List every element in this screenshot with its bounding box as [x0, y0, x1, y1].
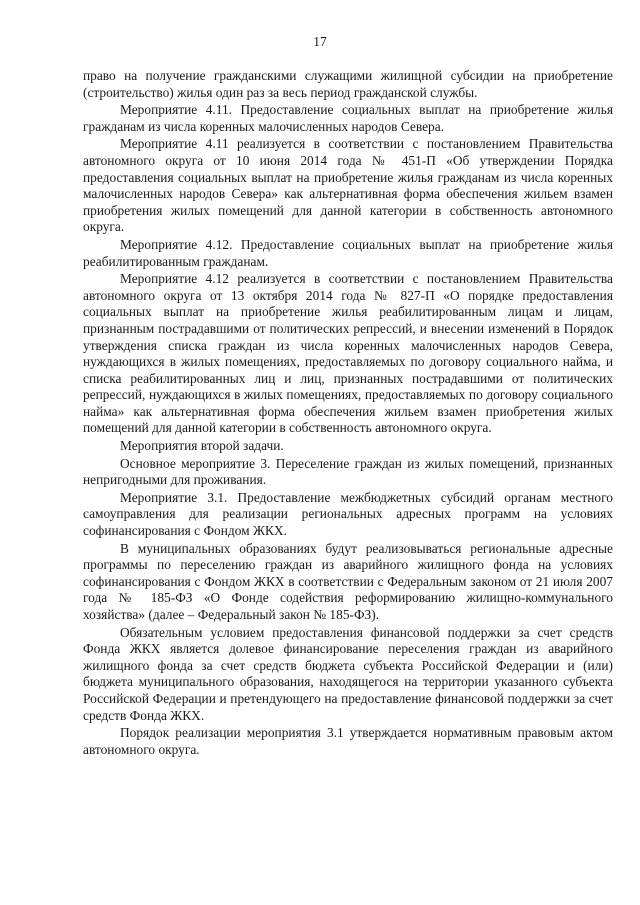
page-number: 17 — [313, 34, 327, 49]
paragraph: право на получение гражданскими служащими жилищной субсидии на приобретение (строительство) жилья один раз за весь период гражданской службы. — [83, 68, 613, 100]
paragraph: Мероприятие 4.11. Предоставление социальных выплат на приобретение жилья гражданам из числа коренных малочисленных народов Севера. — [83, 102, 613, 134]
paragraph: В муниципальных образованиях будут реализовываться региональные адресные программы по переселению граждан из аварийного жилищного фонда на условиях софинансирования с Фондом ЖКХ в соответствии с Федеральным законом от 21 июля 2007 года № 185-ФЗ «О Фонде содействия реформированию жилищно-коммунального хозяйства» (далее – Федеральный закон № 185-ФЗ). — [83, 540, 613, 622]
body-text — [83, 68, 613, 758]
paragraph: Основное мероприятие 3. Переселение граждан из жилых помещений, признанных непригодными для проживания. — [83, 455, 613, 488]
paragraph: Мероприятие 4.11 реализуется в соответствии с постановлением Правительства автономного округа от 10 июня 2014 года № 451-П «Об утверждении Порядка предоставления социальных выплат на приобретение жилья гражданам из числа коренных малочисленных народов Севера» как альтернативная форма обеспечения жильем взамен приобретения жилых помещений для данной категории в собственность автономного округа. — [83, 136, 613, 235]
paragraph: Мероприятие 4.12. Предоставление социальных выплат на приобретение жилья реабилитированным гражданам. — [83, 236, 613, 269]
paragraph: Мероприятия второй задачи. — [120, 438, 284, 454]
paragraph: Порядок реализации мероприятия 3.1 утверждается нормативным правовым актом автономного округа. — [83, 725, 613, 757]
paragraph: Мероприятие 3.1. Предоставление межбюджетных субсидий органам местного самоуправления для реализации региональных адресных программ на условиях софинансирования с Фондом ЖКХ. — [83, 489, 613, 539]
paragraph: Обязательным условием предоставления финансовой поддержки за счет средств Фонда ЖКХ является долевое финансирование переселения граждан из аварийного жилищного фонда за счет средств бюджета субъекта Российской Федерации и (или) бюджета муниципального образования, находящегося на территории указанного субъекта Российской Федерации и претендующего на предоставление финансовой поддержки за счет средств Фонда ЖКХ. — [83, 624, 613, 723]
paragraph: Мероприятие 4.12 реализуется в соответствии с постановлением Правительства автономного округа от 13 октября 2014 года № 827-П «О порядке предоставления социальных выплат на приобретение жилья реабилитированным лицам и лицам, признанным пострадавшими от политических репрессий, и внесении изменений в Порядок утверждения списка граждан из числа коренных малочисленных народов Севера, нуждающихся в жилых помещениях, предоставляемых по договору социального найма, и списка реабилитированных лиц и лиц, признанных пострадавшими от политических репрессий, нуждающихся в жилых помещениях, предоставляемых по договору социального найма» как альтернативная форма обеспечения жильем взамен приобретения жилых помещений для данной категории в собственность автономного округа. — [83, 271, 613, 436]
